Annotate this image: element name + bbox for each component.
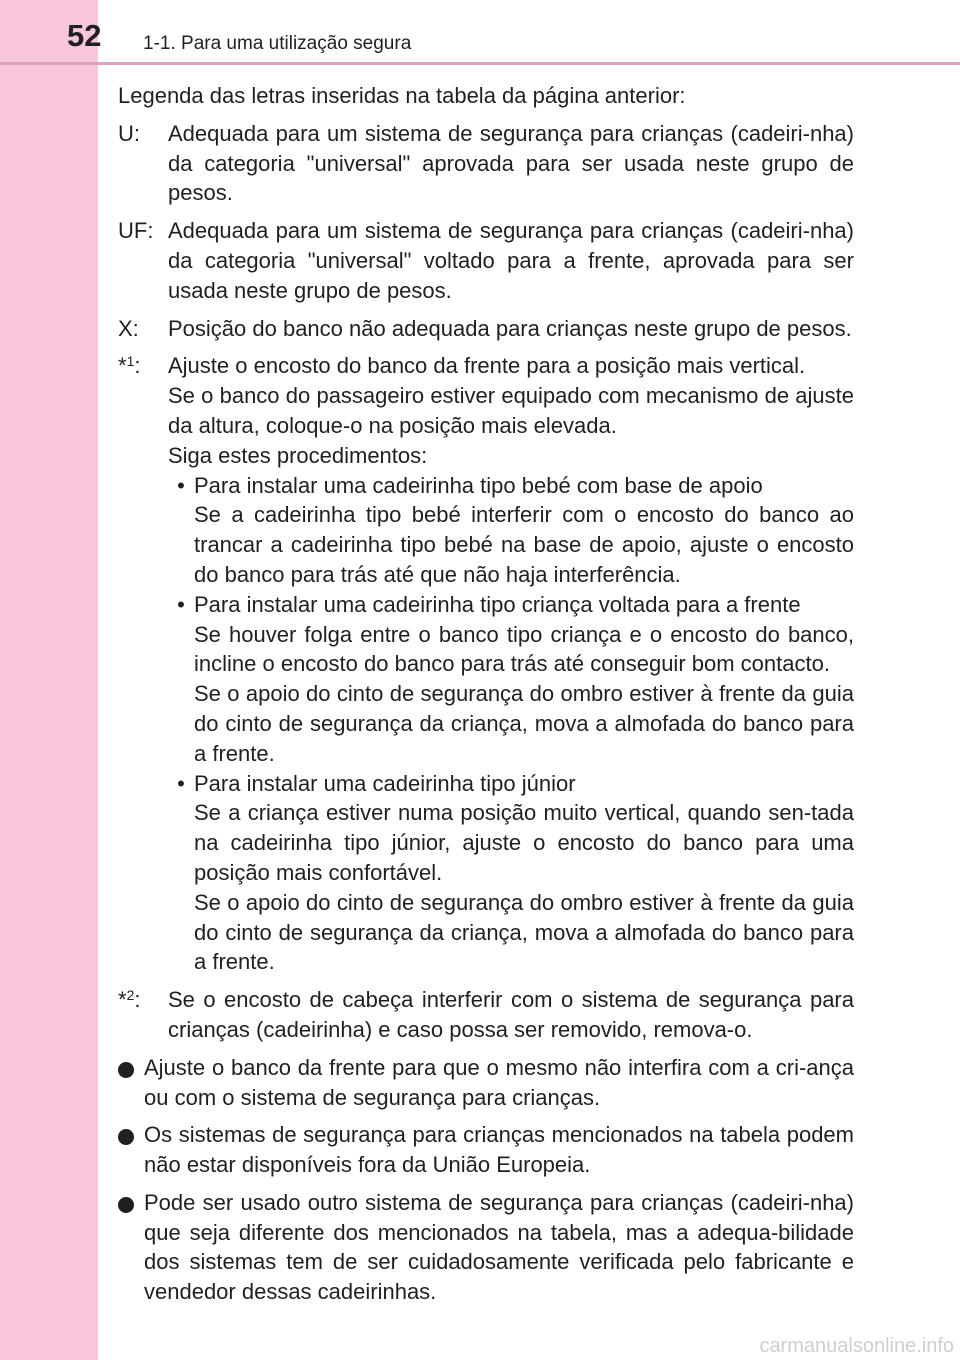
definition-text: Posição do banco não adequada para crianças neste grupo de pesos. <box>168 315 852 341</box>
header-rule <box>0 62 960 65</box>
note-item <box>118 1188 854 1307</box>
footnote-1 <box>118 351 854 977</box>
footnote-number: 2 <box>126 987 135 1004</box>
definition-text: Adequada para um sistema de segurança para crianças (cadeiri-nha) da categoria "universal" aprovada para ser usada neste grupo de pesos. <box>168 120 854 206</box>
watermark: carmanualsonline.info <box>759 1335 954 1357</box>
procedure-bullet <box>168 769 854 978</box>
footnote-marker <box>118 985 168 1045</box>
note-text: Os sistemas de segurança para crianças mencionados na tabela podem não estar disponíveis fora da União Europeia. <box>144 1122 854 1178</box>
procedure-text: Se a cadeirinha tipo bebé interferir com o encosto do banco ao trancar a cadeirinha tipo bebé na base de apoio, ajuste o encosto do banco para trás até que não haja interferência. <box>194 502 854 587</box>
bullet-circle-icon <box>118 1053 144 1113</box>
footnote-2 <box>118 985 854 1045</box>
page-content <box>118 81 854 1315</box>
footnote-body: Se o encosto de cabeça interferir com o sistema de segurança para crianças (cadeirinha) e caso possa ser removido, remova-o. <box>168 987 854 1042</box>
procedure-text: Se o apoio do cinto de segurança do ombro estiver à frente da guia do cinto de segurança da criança, mova a almofada do banco para a frente. <box>194 681 854 766</box>
asterisk: * <box>118 353 127 379</box>
page-number: 52 <box>67 18 102 53</box>
asterisk: * <box>118 987 127 1013</box>
note-item <box>118 1053 854 1113</box>
note-text: Ajuste o banco da frente para que o mesmo não interfira com a cri-ança ou com o sistema de segurança para crianças. <box>144 1054 854 1110</box>
bullet-dot-icon: • <box>177 591 185 617</box>
note-text: Pode ser usado outro sistema de segurança para crianças (cadeiri-nha) que seja diferente dos mencionados na tabela, mas a adequa-bilidade dos sistemas tem de ser cuidadosamente verificada pelo fabricante e vendedor dessas cadeirinhas. <box>144 1189 854 1305</box>
definition-u <box>118 119 854 208</box>
colon: : <box>134 353 141 379</box>
procedure-bullet <box>168 471 854 590</box>
definition-key: UF: <box>118 218 154 244</box>
footnote-line: Ajuste o encosto do banco da frente para a posição mais vertical. <box>168 353 806 379</box>
section-title: 1-1. Para uma utilização segura <box>143 33 412 54</box>
footnote-number: 1 <box>126 353 135 370</box>
procedure-text: Se a criança estiver numa posição muito vertical, quando sen-tada na cadeirinha tipo júnior, ajuste o encosto do banco para uma posição mais confortável. <box>194 800 854 885</box>
footnote-line: Siga estes procedimentos: <box>168 442 428 468</box>
definition-x <box>118 314 854 344</box>
procedure-text: Se o apoio do cinto de segurança do ombro estiver à frente da guia do cinto de segurança da criança, mova a almofada do banco para a frente. <box>194 889 854 975</box>
definition-text: Adequada para um sistema de segurança para crianças (cadeiri-nha) da categoria "universal" voltado para a frente, aprovada para ser usada neste grupo de pesos. <box>168 218 854 303</box>
colon: : <box>134 987 141 1013</box>
procedure-text: Se houver folga entre o banco tipo criança e o encosto do banco, incline o encosto do banco para trás até conseguir bom contacto. <box>194 621 854 677</box>
procedure-title: Para instalar uma cadeirinha tipo júnior <box>194 770 576 796</box>
legend-intro: Legenda das letras inseridas na tabela da página anterior: <box>118 83 686 108</box>
bullet-dot-icon: • <box>177 472 185 498</box>
note-item <box>118 1120 854 1180</box>
bullet-circle-icon <box>118 1120 144 1180</box>
footnote-line: Se o banco do passageiro estiver equipado com mecanismo de ajuste da altura, coloque-o na posição mais elevada. <box>168 383 854 438</box>
footnote-marker <box>118 351 168 977</box>
side-color-band <box>0 0 98 1360</box>
procedure-title: Para instalar uma cadeirinha tipo bebé com base de apoio <box>194 472 763 498</box>
procedure-bullet <box>168 590 854 769</box>
definition-key: X: <box>118 315 139 341</box>
bullet-circle-icon <box>118 1188 144 1307</box>
definition-key: U: <box>118 120 140 146</box>
bullet-dot-icon: • <box>177 770 185 796</box>
definition-uf <box>118 216 854 305</box>
procedure-title: Para instalar uma cadeirinha tipo criança voltada para a frente <box>194 591 801 617</box>
footnote-body <box>168 351 854 977</box>
